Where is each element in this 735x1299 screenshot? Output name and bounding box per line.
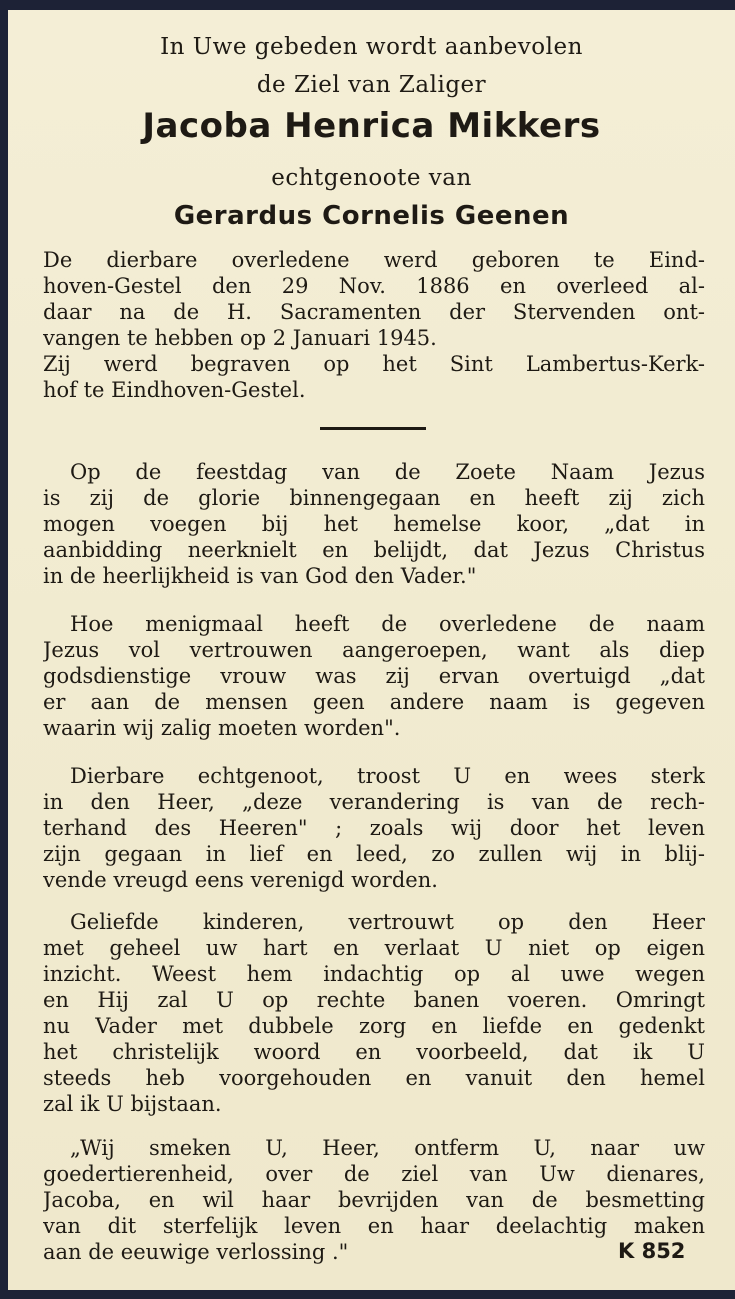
paragraph-4-line: en Hij zal U op rechte banen voeren. Omringt <box>43 988 705 1012</box>
paragraph-4-line: inzicht. Weest hem indachtig op al uwe wegen <box>43 962 705 986</box>
paragraph-4-line: het christelijk woord en voorbeeld, dat ik U <box>43 1040 705 1064</box>
paragraph-2-line: Hoe menigmaal heeft de overledene de naam <box>70 612 705 636</box>
memorial-card <box>8 10 735 1290</box>
paragraph-4-line: met geheel uw hart en verlaat U niet op eigen <box>43 936 705 960</box>
bio-line: hoven-Gestel den 29 Nov. 1886 en overleed al- <box>43 274 705 298</box>
paragraph-3-line: terhand des Heeren" ; zoals wij door het leven <box>43 816 705 840</box>
paragraph-3-line: vende vreugd eens verenigd worden. <box>43 868 438 892</box>
bio-line: daar na de H. Sacramenten der Stervenden ont- <box>43 300 705 324</box>
deceased-name: Jacoba Henrica Mikkers <box>142 106 601 146</box>
spouse-name: Gerardus Cornelis Geenen <box>173 201 570 231</box>
paragraph-5-line: aan de eeuwige verlossing ." <box>43 1240 349 1264</box>
intro-line-1: In Uwe gebeden wordt aanbevolen <box>160 34 583 60</box>
bio-line: De dierbare overledene werd geboren te Eind- <box>43 248 705 272</box>
paragraph-1-line: Op de feestdag van de Zoete Naam Jezus <box>70 460 705 484</box>
paragraph-1-line: is zij de glorie binnengegaan en heeft zij zich <box>43 486 705 510</box>
bio-line: vangen te hebben op 2 Januari 1945. <box>43 326 437 350</box>
paragraph-4-line: Geliefde kinderen, vertrouwt op den Heer <box>70 910 705 934</box>
paragraph-1-line: in de heerlijkheid is van God den Vader." <box>43 564 477 588</box>
bio-line: Zij werd begraven op het Sint Lambertus-Kerk- <box>43 352 705 376</box>
paragraph-5-line: goedertierenheid, over de ziel van Uw dienares, <box>43 1162 705 1186</box>
paragraph-2-line: Jezus vol vertrouwen aangeroepen, want als diep <box>43 638 705 662</box>
paragraph-2-line: er aan de mensen geen andere naam is gegeven <box>43 690 705 714</box>
paragraph-1-line: mogen voegen bij het hemelse koor, „dat in <box>43 512 705 536</box>
paragraph-4-line: nu Vader met dubbele zorg en liefde en gedenkt <box>43 1014 705 1038</box>
paragraph-3-line: zijn gegaan in lief en leed, zo zullen wij in blij- <box>43 842 705 866</box>
paragraph-5-line: „Wij smeken U, Heer, ontferm U, naar uw <box>70 1136 705 1160</box>
paragraph-4-line: steeds heb voorgehouden en vanuit den hemel <box>43 1066 705 1090</box>
paragraph-2-line: waarin wij zalig moeten worden". <box>43 716 401 740</box>
paragraph-4-line: zal ik U bijstaan. <box>43 1092 222 1116</box>
card-code: K 852 <box>618 1239 686 1263</box>
relation-line: echtgenoote van <box>271 165 472 191</box>
divider-rule <box>320 427 426 430</box>
bio-line: hof te Eindhoven-Gestel. <box>43 378 306 402</box>
paragraph-3-line: Dierbare echtgenoot, troost U en wees sterk <box>70 764 705 788</box>
intro-line-2: de Ziel van Zaliger <box>256 72 487 98</box>
paragraph-5-line: Jacoba, en wil haar bevrijden van de besmetting <box>43 1188 705 1212</box>
paragraph-5-line: van dit sterfelijk leven en haar deelachtig maken <box>43 1214 705 1238</box>
paragraph-3-line: in den Heer, „deze verandering is van de rech- <box>43 790 705 814</box>
paragraph-2-line: godsdienstige vrouw was zij ervan overtuigd „dat <box>43 664 705 688</box>
paragraph-1-line: aanbidding neerknielt en belijdt, dat Jezus Christus <box>43 538 705 562</box>
